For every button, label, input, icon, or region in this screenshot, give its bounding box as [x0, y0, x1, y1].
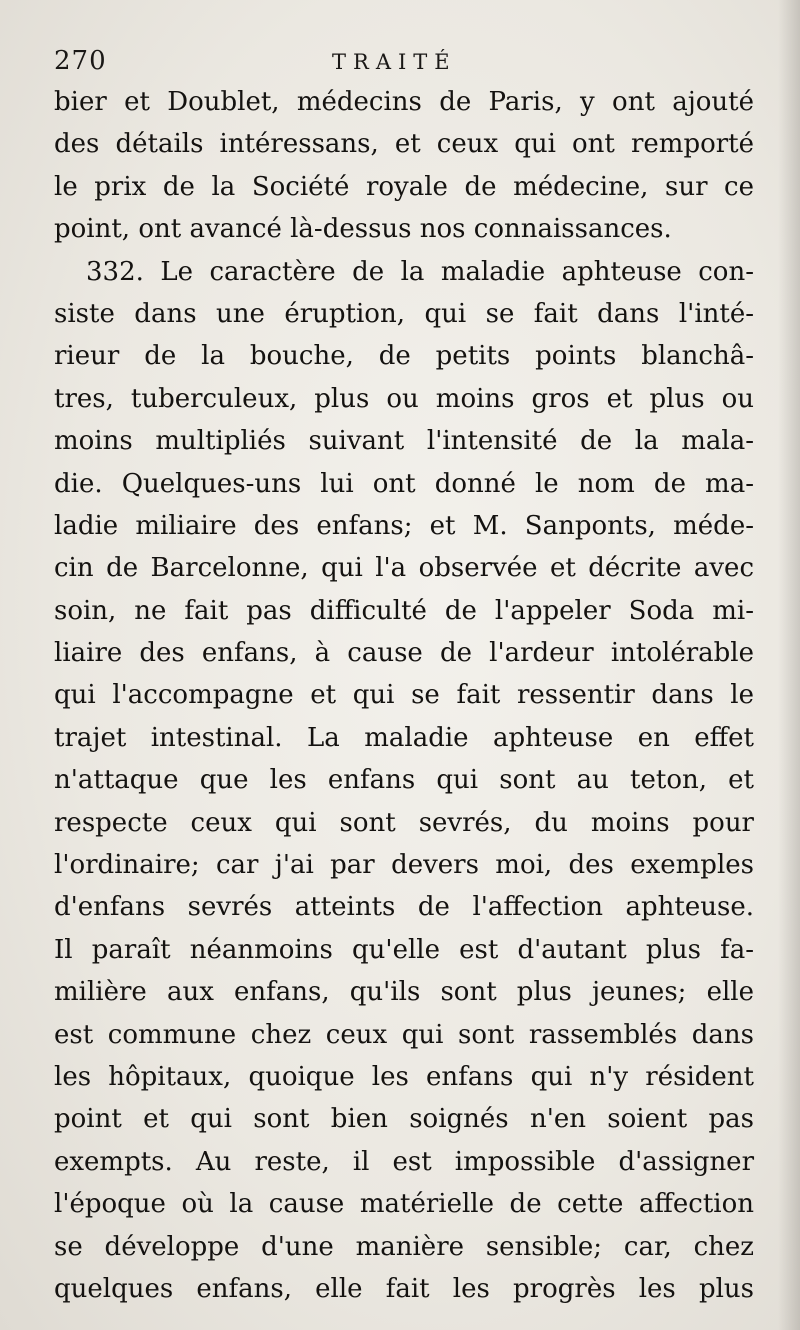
text-line: liaire des enfans, à cause de l'ardeur intolérable — [54, 638, 754, 669]
text-line: respecte ceux qui sont sevrés, du moins pour — [54, 807, 754, 838]
page-number: 270 — [54, 46, 107, 76]
text-line: les hôpitaux, quoique les enfans qui n'y résident — [54, 1061, 754, 1092]
text-line: rieur de la bouche, de petits points blanchâ- — [54, 341, 754, 372]
text-line: n'attaque que les enfans qui sont au teton, et — [54, 765, 754, 796]
text-line: l'ordinaire; car j'ai par devers moi, des exemples — [54, 850, 754, 881]
text-line: point, ont avancé là-dessus nos connaissances. — [54, 214, 672, 245]
text-line: Il paraît néanmoins qu'elle est d'autant plus fa- — [54, 934, 754, 965]
text-line: d'enfans sevrés atteints de l'affection aphteuse. — [54, 892, 754, 923]
text-line: quelques enfans, elle fait les progrès les plus — [54, 1273, 754, 1304]
text-line: le prix de la Société royale de médecine, sur ce — [54, 171, 754, 202]
page-header — [54, 44, 754, 84]
paragraph-start-line: 332. Le caractère de la maladie aphteuse con- — [86, 256, 754, 287]
text-line: exempts. Au reste, il est impossible d'assigner — [54, 1146, 754, 1177]
body-text — [54, 81, 754, 1310]
text-line: soin, ne fait pas difficulté de l'appeler Soda mi- — [54, 595, 754, 626]
text-line: bier et Doublet, médecins de Paris, y ont ajouté — [54, 87, 754, 117]
text-line: se développe d'une manière sensible; car, chez — [54, 1231, 754, 1262]
text-line: des détails intéressans, et ceux qui ont remporté — [54, 129, 754, 160]
text-line: est commune chez ceux qui sont rassemblés dans — [54, 1019, 754, 1050]
text-line: qui l'accompagne et qui se fait ressentir dans le — [54, 680, 754, 711]
page-edge-shadow — [778, 0, 800, 1330]
text-line: cin de Barcelonne, qui l'a observée et décrite avec — [54, 553, 754, 584]
text-line: trajet intestinal. La maladie aphteuse en effet — [54, 722, 754, 753]
text-line: point et qui sont bien soignés n'en soient pas — [54, 1104, 754, 1135]
running-head: TRAITÉ — [332, 50, 457, 74]
text-line: l'époque où la cause matérielle de cette affection — [54, 1189, 754, 1220]
text-line: die. Quelques-uns lui ont donné le nom de ma- — [54, 468, 754, 499]
text-line: milière aux enfans, qu'ils sont plus jeunes; elle — [54, 977, 754, 1008]
text-line: tres, tuberculeux, plus ou moins gros et plus ou — [54, 383, 754, 414]
text-line: siste dans une éruption, qui se fait dans l'inté- — [54, 298, 754, 329]
text-line: ladie miliaire des enfans; et M. Sanponts, méde- — [54, 510, 754, 541]
text-line: moins multipliés suivant l'intensité de la mala- — [54, 426, 754, 457]
